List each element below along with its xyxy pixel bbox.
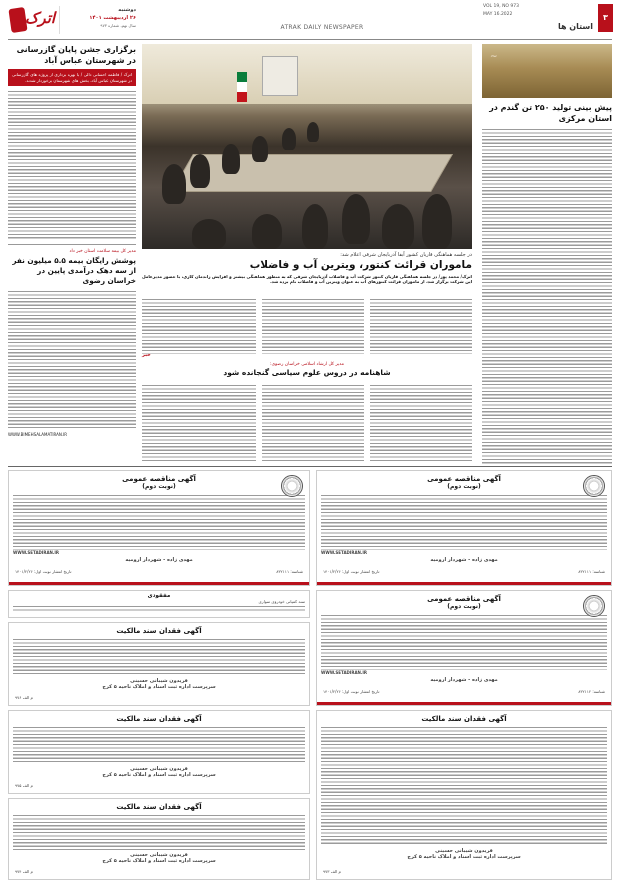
left-story2-body — [8, 290, 136, 430]
ad-title: آگهی فقدان سند مالکیت — [116, 627, 202, 635]
left-story-lead — [8, 69, 136, 86]
logo-text: اترک — [25, 9, 56, 27]
ad-body — [321, 494, 607, 550]
ad-body — [13, 494, 305, 550]
tender-ad-1 — [316, 470, 612, 586]
ad-body — [13, 726, 305, 764]
ad-title: آگهی فقدان سند مالکیت — [421, 715, 507, 723]
ads-divider — [8, 466, 612, 467]
wheat-field-photo: ~ — [482, 44, 612, 98]
wall-poster — [262, 56, 298, 96]
ad-title: مفقودی — [147, 593, 171, 599]
ad-bottom-bar — [9, 582, 309, 585]
ad-url: WWW.SETADIRAN.IR — [321, 670, 367, 675]
divider — [8, 244, 136, 245]
tender-ad-3 — [316, 590, 612, 706]
vol-info: VOL 19, NO 973 — [483, 4, 519, 9]
left-story2-url: WWW.BIMEHSALAMATIRAN.IR — [8, 432, 68, 438]
municipality-seal-icon — [583, 475, 605, 497]
masthead-rule — [8, 39, 612, 40]
section-title: استان ها — [557, 22, 593, 31]
main-story-headline: ماموران قرائت کنتور، ویترین آب و فاضلاب — [249, 259, 472, 271]
deed-ad-3 — [8, 798, 310, 880]
main-story-kicker: در جلسه هماهنگی قاریان کشور آبفا آذربایجان شرقی اعلام شد: — [340, 252, 472, 258]
main-story-col2 — [262, 298, 364, 354]
ad-bottom-bar — [317, 702, 611, 705]
ad-code: شناسه: ۸۳۲۱۱۲ — [578, 689, 605, 694]
logo-block — [8, 6, 136, 36]
ad-org: سرپرست اداره ثبت اسناد و املاک ناحیه ۵ کرج — [102, 684, 216, 690]
logo — [8, 6, 60, 34]
sub-story-col1 — [370, 384, 472, 462]
ad-org: سرپرست اداره ثبت اسناد و املاک ناحیه ۵ کرج — [102, 858, 216, 864]
paper-name-en: ATRAK DAILY NEWSPAPER — [280, 24, 364, 31]
main-story-col3 — [142, 298, 256, 354]
deed-ad-1 — [8, 622, 310, 706]
ad-subtitle: (نوبت دوم) — [142, 483, 176, 490]
ad-signer: مهدی زاده - شهردار ارومیه — [125, 557, 193, 563]
right-story-headline: پیش بینی تولید ۲۵۰ تن گندم در استان مرکزی — [489, 103, 612, 123]
ad-body — [13, 814, 305, 850]
ad-body — [13, 638, 305, 676]
date-en: MAY 16.2022 — [483, 12, 513, 17]
conference-table — [171, 154, 453, 192]
municipality-seal-icon — [583, 595, 605, 617]
ad-org: سرپرست اداره ثبت اسناد و املاک ناحیه ۵ کرج — [102, 772, 216, 778]
sub-story-col3 — [142, 384, 256, 462]
flag — [237, 72, 247, 102]
sub-story-kicker: مدیر کل ارشاد اسلامی خراسان رضوی: — [270, 362, 344, 367]
main-story-head — [142, 252, 472, 285]
municipality-seal-icon — [281, 475, 303, 497]
ad-code: م الف ۹۷۶ — [15, 695, 33, 700]
ad-date: تاریخ انتشار نوبت اول: ۱۴۰۱/۲/۲۶ — [15, 569, 72, 574]
right-story-body — [482, 128, 612, 464]
sub-story-col2 — [262, 384, 364, 462]
main-story-col1 — [370, 298, 472, 354]
section-tab — [483, 4, 613, 36]
ad-signer: فریدون شیبانی حسینی — [435, 848, 493, 854]
date-fa: ۲۶ اردیبهشت ۱۴۰۱ — [89, 15, 136, 21]
ad-bottom-bar — [317, 582, 611, 585]
ad-date: تاریخ انتشار نوبت اول: ۱۴۰۱/۲/۲۶ — [323, 689, 380, 694]
ad-subtitle: (نوبت دوم) — [447, 483, 481, 490]
ad-date: تاریخ انتشار نوبت اول: ۱۴۰۱/۲/۲۶ — [323, 569, 380, 574]
main-story-lead: اترک/ محمد پور/ در جلسه هماهنگی قاریان کنتور شرکت آب و فاضلاب آذربایجان شرقی که به منظور هماهنگی بیشتر و افزایش راندمان کاری، با حضور مدیرعامل این شرکت برگزار شد، از ماموران قرائت کنتورهای آب به عنوان ویترین آب و فاضلاب نام برده شد. — [142, 274, 472, 285]
left-story-lead-text: اترک / فاطمه احسانی دالی / با بهره برداری از پروژه های گازرسانی در شهرستان عباس آباد، بخش های شهرستان برخوردار شدند. — [12, 72, 132, 83]
ad-signer: فریدون شیبانی حسینی — [130, 678, 188, 684]
left-story2-headline: پوشش رایگان بیمه ۵.۵ میلیون نفر از سه دهک درآمدی پایین در خراسان رضوی — [12, 256, 136, 286]
ad-body — [321, 726, 607, 846]
ad-url: WWW.SETADIRAN.IR — [321, 550, 367, 555]
left-story-body — [8, 90, 136, 240]
ad-code: م الف ۹۷۴ — [15, 869, 33, 874]
lost-item-ad — [8, 590, 310, 618]
ad-body-text: سند کمپانی خودروی سواری — [258, 599, 305, 604]
ad-code: م الف ۹۷۵ — [15, 783, 33, 788]
ad-body — [13, 605, 305, 613]
masthead — [0, 0, 620, 40]
issue-info: سال نهم، شماره ۹۷۳ — [100, 23, 136, 28]
ad-signer: فریدون شیبانی حسینی — [130, 766, 188, 772]
ad-signer: مهدی زاده - شهردار ارومیه — [430, 677, 498, 683]
ad-signer: فریدون شیبانی حسینی — [130, 852, 188, 858]
ad-url: WWW.SETADIRAN.IR — [13, 550, 59, 555]
left-column — [8, 44, 136, 464]
ad-title: آگهی فقدان سند مالکیت — [116, 715, 202, 723]
left-story2-kicker: مدیر کل بیمه سلامت استان خبر داد — [69, 249, 136, 255]
ad-title: آگهی مناقصه عمومی — [122, 475, 196, 483]
ad-body — [321, 614, 607, 670]
deed-ad-2 — [8, 710, 310, 794]
ad-title: آگهی فقدان سند مالکیت — [116, 803, 202, 811]
tender-ad-2 — [8, 470, 310, 586]
deed-ad-4 — [316, 710, 612, 880]
ad-code: شناسه: ۸۳۲۱۱۱ — [276, 569, 303, 574]
sub-story — [142, 362, 472, 377]
left-story-headline: برگزاری جشن پایان گازرسانی در شهرستان عباس آباد — [16, 45, 136, 65]
meeting-photo — [142, 44, 472, 249]
sub-story-headline: شاهنامه در دروس علوم سیاسی گنجانده شود — [223, 368, 391, 377]
page-number-badge: ۳ — [598, 4, 613, 32]
ad-signer: مهدی زاده - شهردار ارومیه — [430, 557, 498, 563]
right-column — [482, 44, 612, 464]
main-story-tag: خبر — [142, 352, 151, 358]
ad-org: سرپرست اداره ثبت اسناد و املاک ناحیه ۵ کرج — [407, 854, 521, 860]
ad-title: آگهی مناقصه عمومی — [427, 595, 501, 603]
ad-subtitle: (نوبت دوم) — [447, 603, 481, 610]
weekday: دوشنبه — [118, 7, 136, 13]
ad-code: شناسه: ۸۳۲۱۱۱ — [578, 569, 605, 574]
ad-code: م الف ۹۷۳ — [323, 869, 341, 874]
ad-title: آگهی مناقصه عمومی — [427, 475, 501, 483]
